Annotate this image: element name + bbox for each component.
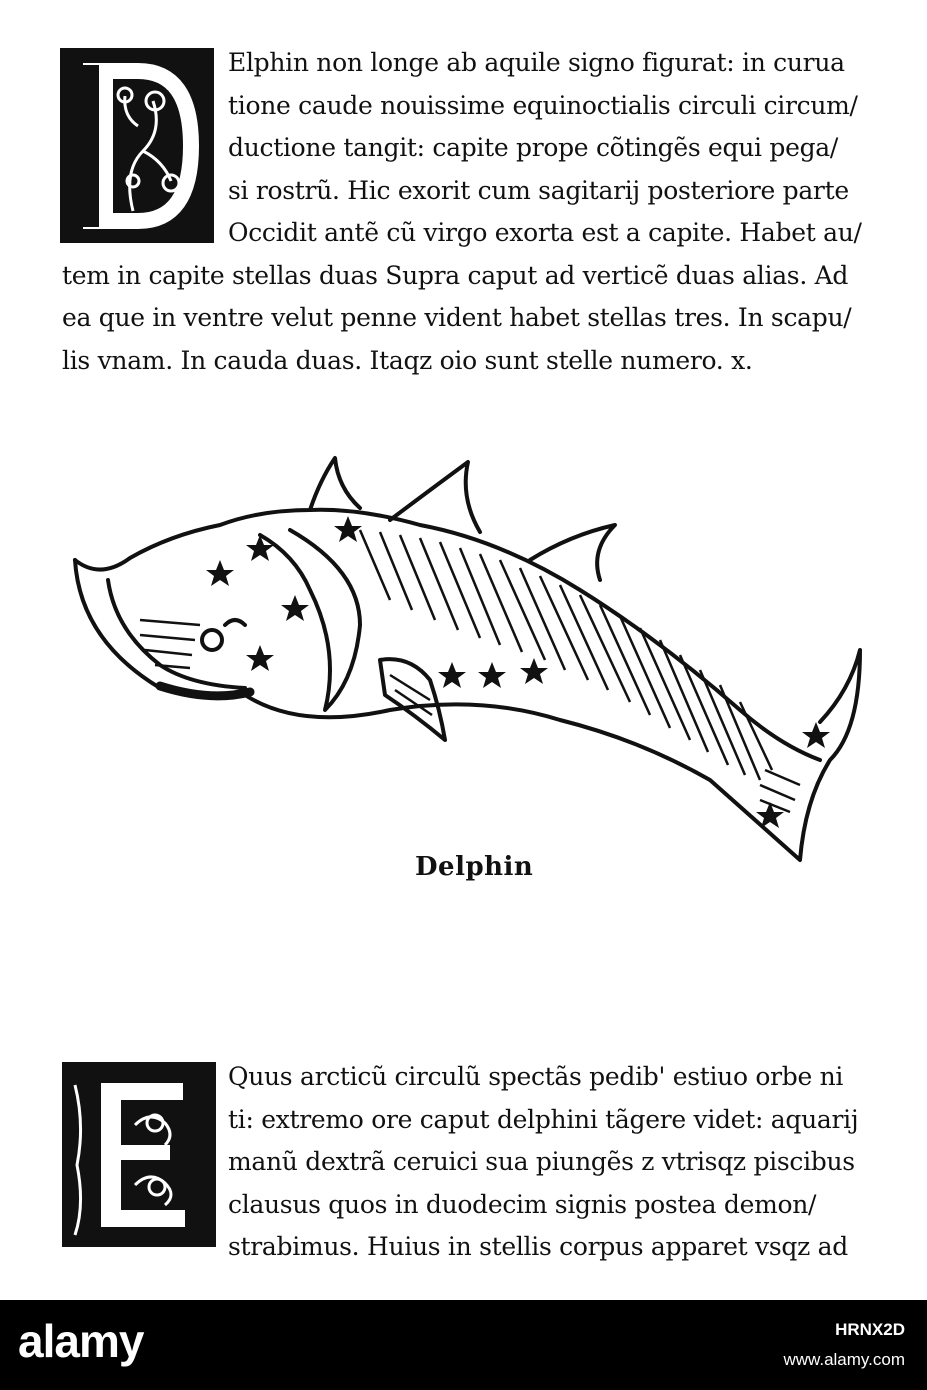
dolphin-eye bbox=[202, 630, 222, 650]
text-line: Occidit antẽ cũ virgo exorta est a capite. Habet au/ bbox=[228, 218, 862, 247]
text-line: Elphin non longe ab aquile signo figurat: in curua bbox=[228, 48, 845, 77]
star-icon bbox=[802, 722, 830, 748]
dolphin-head-band bbox=[260, 530, 360, 710]
star-icon bbox=[438, 662, 466, 688]
dolphin-belly bbox=[245, 650, 860, 860]
text-line: lis vnam. In cauda duas. Itaqz oio sunt stelle numero. x. bbox=[62, 345, 753, 375]
paragraph-1 bbox=[62, 42, 892, 382]
constellation-stars bbox=[206, 516, 830, 828]
star-icon bbox=[246, 645, 274, 671]
paragraph-2 bbox=[62, 1056, 892, 1269]
dolphin-dorsal-fin-3 bbox=[530, 525, 615, 580]
star-icon bbox=[206, 560, 234, 586]
dolphin-constellation-woodcut bbox=[60, 440, 880, 880]
text-line: ductione tangit: capite prope cõtingẽs equi pega/ bbox=[228, 133, 838, 162]
star-icon bbox=[281, 595, 309, 621]
text-line: tem in capite stellas duas Supra caput ad verticẽ duas alias. Ad bbox=[62, 260, 849, 290]
dolphin-pectoral-fin bbox=[380, 659, 445, 740]
text-line: ea que in ventre velut penne vident habet stellas tres. In scapu/ bbox=[62, 303, 852, 332]
body-hatching bbox=[140, 530, 800, 812]
watermark-url: www.alamy.com bbox=[783, 1350, 905, 1369]
alamy-logo: alamy bbox=[18, 1315, 144, 1367]
star-icon bbox=[478, 662, 506, 688]
text-line: manũ dextrã ceruici sua piungẽs z vtrisqz piscibus bbox=[228, 1147, 855, 1176]
image-id: HRNX2D bbox=[835, 1320, 905, 1339]
text-line: strabimus. Huius in stellis corpus apparet vsqz ad bbox=[228, 1232, 848, 1261]
text-line: clausus quos in duodecim signis postea demon/ bbox=[228, 1189, 817, 1219]
text-line: Quus arcticũ circulũ spectãs pedib' estiuo orbe ni bbox=[228, 1062, 844, 1091]
dolphin-crescent-jaw bbox=[75, 560, 245, 697]
watermark-bar bbox=[0, 1300, 927, 1390]
figure-caption: Delphin bbox=[415, 852, 534, 882]
star-icon bbox=[334, 516, 362, 542]
text-line: si rostrũ. Hic exorit cum sagitarij posteriore parte bbox=[228, 175, 849, 205]
dolphin-dorsal-fin-1 bbox=[310, 458, 360, 510]
text-line: tione caude nouissime equinoctialis circuli circum/ bbox=[228, 90, 858, 120]
text-line: ti: extremo ore caput delphini tãgere videt: aquarij bbox=[228, 1104, 859, 1134]
star-icon bbox=[520, 658, 548, 684]
